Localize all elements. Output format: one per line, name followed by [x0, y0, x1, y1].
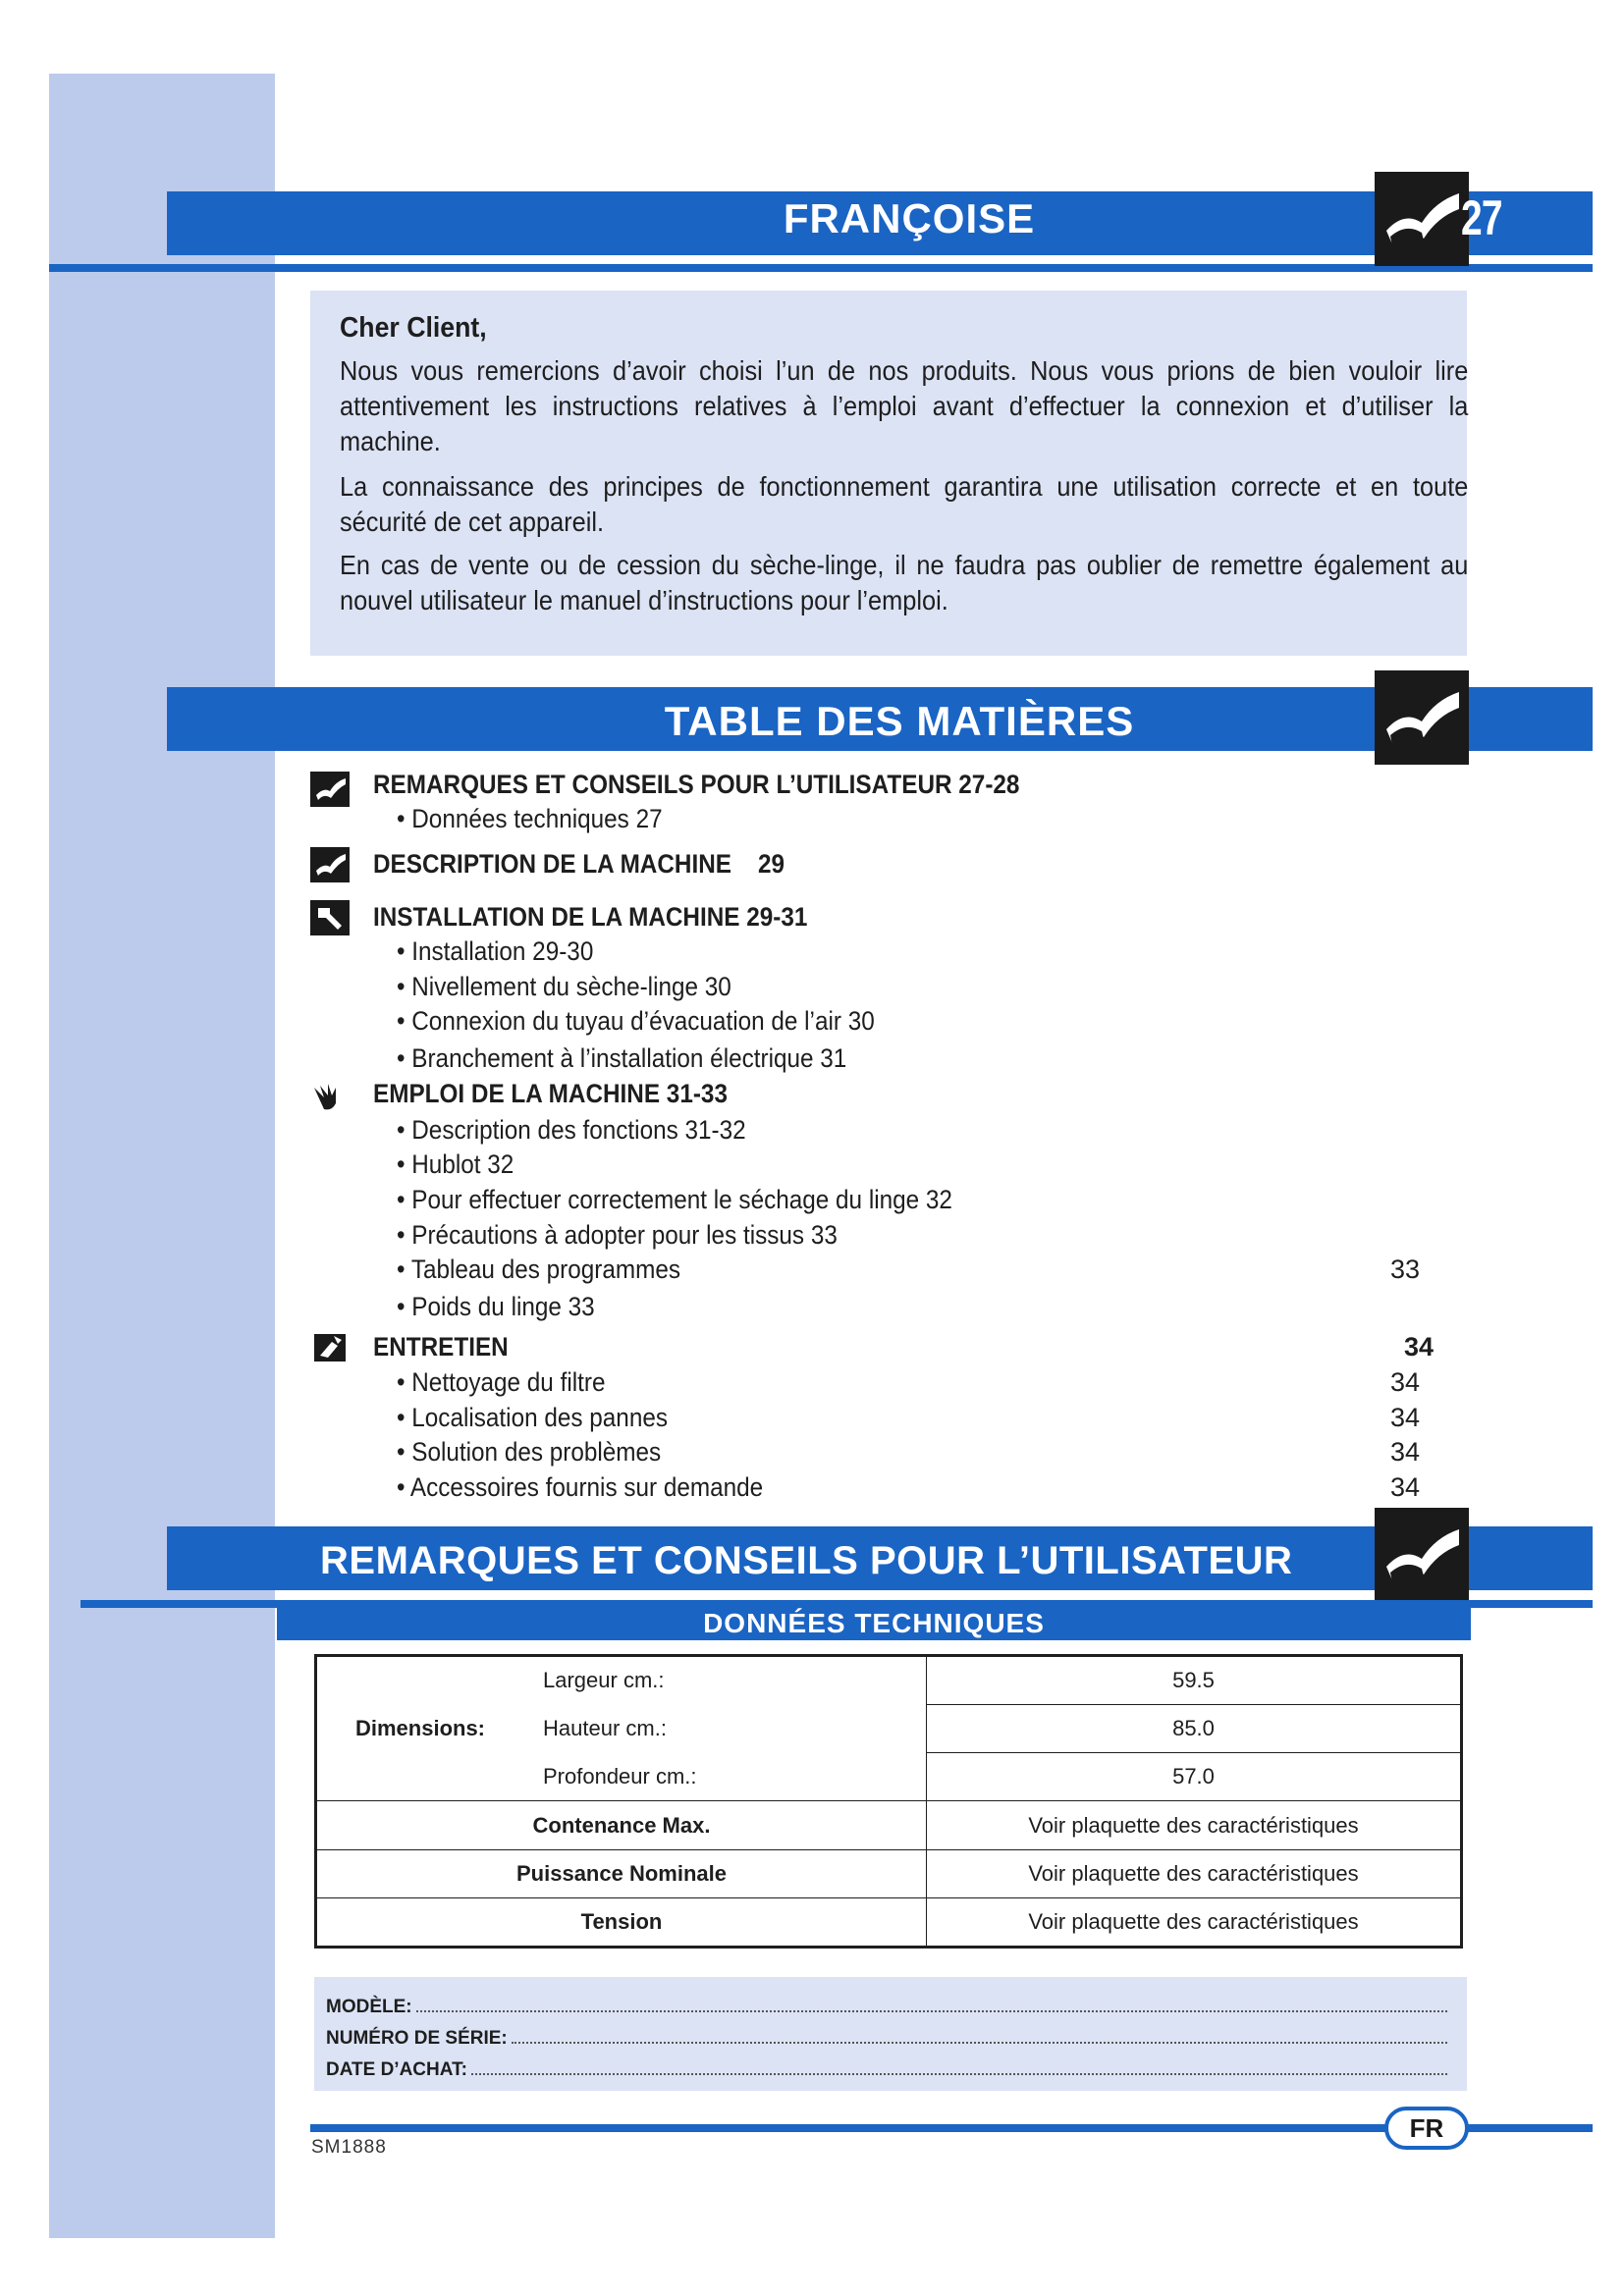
remarks-title: REMARQUES ET CONSEILS POUR L’UTILISATEUR [320, 1539, 1293, 1582]
document-code: SM1888 [311, 2137, 387, 2158]
header-title: FRANÇOISE [783, 195, 1036, 241]
toc-item: • Localisation des pannes [397, 1403, 669, 1432]
wrench-icon [310, 900, 350, 935]
header-rule [49, 264, 1593, 272]
dimensions-label: Dimensions: [316, 1656, 524, 1801]
subtitle-banner [277, 1607, 1471, 1640]
serial-field[interactable] [326, 2028, 1447, 2050]
table-cell-value: Voir plaquette des caractéristiques [927, 1897, 1462, 1947]
table-cell-label: Contenance Max. [316, 1801, 927, 1849]
toc-item: • Nivellement du sèche-linge 30 [397, 972, 731, 1001]
toc-item-page: 34 [1390, 1403, 1421, 1432]
table-row [316, 1849, 1462, 1897]
maintenance-icon [310, 1330, 350, 1365]
table-cell-value: 85.0 [927, 1705, 1462, 1753]
table-cell-label: Profondeur cm.: [523, 1753, 927, 1801]
subtitle: DONNÉES TECHNIQUES [703, 1608, 1045, 1638]
date-field[interactable] [326, 2059, 1447, 2081]
table-cell-label: Puissance Nominale [316, 1849, 927, 1897]
model-field[interactable] [326, 1997, 1447, 2018]
toc-section-page: 34 [1404, 1332, 1435, 1362]
table-row [316, 1897, 1462, 1947]
side-strip [49, 74, 275, 2238]
toc-item: • Branchement à l’installation électrique 31 [397, 1043, 847, 1073]
table-row [316, 1801, 1462, 1849]
toc-item: • Précautions à adopter pour les tissus 33 [397, 1220, 838, 1250]
table-cell-value: 59.5 [927, 1656, 1462, 1705]
registration-box [314, 1977, 1467, 2091]
toc-item: • Installation 29-30 [397, 936, 594, 966]
toc-item-page: 33 [1390, 1255, 1421, 1284]
toc-section-title: REMARQUES ET CONSEILS POUR L’UTILISATEUR 27-28 [373, 770, 1020, 799]
table-cell-value: 57.0 [927, 1753, 1462, 1801]
table-row [316, 1656, 1462, 1705]
hand-icon [310, 1080, 350, 1115]
language-badge: FR [1384, 2107, 1469, 2150]
book-icon [1375, 670, 1469, 765]
model-label: MODÈLE: [326, 1997, 412, 2017]
table-cell-label: Hauteur cm.: [523, 1705, 927, 1753]
toc-item: • Solution des problèmes [397, 1437, 662, 1467]
intro-paragraph: En cas de vente ou de cession du sèche-linge, il ne faudra pas oublier de remettre également au nouvel utilisateur le manuel d’instructions pour l’emploi. [340, 550, 1469, 615]
toc-section-title: ENTRETIEN [373, 1332, 509, 1362]
toc-section-title: INSTALLATION DE LA MACHINE 29-31 [373, 902, 808, 932]
table-cell-label: Tension [316, 1897, 927, 1947]
toc-item: • Pour effectuer correctement le séchage du linge 32 [397, 1185, 952, 1214]
toc-item: • Nettoyage du filtre [397, 1367, 606, 1397]
book-icon [1375, 172, 1469, 266]
intro-paragraph: Nous vous remercions d’avoir choisi l’un de nos produits. Nous vous prions de bien vouloir lire attentivement les instructions relatives à l’emploi avant d’effectuer la connexion et d’utiliser la machine. [340, 355, 1469, 456]
serial-label: NUMÉRO DE SÉRIE: [326, 2028, 508, 2049]
toc-item: • Accessoires fournis sur demande [397, 1472, 764, 1502]
toc-item: • Données techniques 27 [397, 804, 663, 833]
book-icon [310, 847, 350, 882]
toc-item: • Description des fonctions 31-32 [397, 1115, 746, 1145]
intro-box [310, 291, 1467, 656]
toc-section-title: DESCRIPTION DE LA MACHINE 29 [373, 849, 785, 879]
toc-item-page: 34 [1390, 1472, 1421, 1502]
toc-item: • Connexion du tuyau d’évacuation de l’air 30 [397, 1006, 875, 1036]
toc-item: • Tableau des programmes [397, 1255, 681, 1284]
toc-section-title: EMPLOI DE LA MACHINE 31-33 [373, 1079, 728, 1108]
toc-item: • Hublot 32 [397, 1149, 514, 1179]
intro-paragraph: La connaissance des principes de fonctionnement garantira une utilisation correcte et en toute sécurité de cet appareil. [340, 471, 1469, 537]
toc-item-page: 34 [1390, 1367, 1421, 1397]
table-cell-value: Voir plaquette des caractéristiques [927, 1801, 1462, 1849]
greeting: Cher Client, [340, 312, 487, 344]
toc-item: • Poids du linge 33 [397, 1292, 595, 1321]
page-number: 27 [1461, 190, 1502, 245]
book-icon [310, 772, 350, 807]
toc-item-page: 34 [1390, 1437, 1421, 1467]
book-icon [1375, 1508, 1469, 1602]
date-label: DATE D’ACHAT: [326, 2059, 467, 2080]
table-cell-label: Largeur cm.: [523, 1656, 927, 1705]
spec-table [314, 1654, 1463, 1949]
table-cell-value: Voir plaquette des caractéristiques [927, 1849, 1462, 1897]
toc-title: TABLE DES MATIÈRES [664, 698, 1135, 744]
